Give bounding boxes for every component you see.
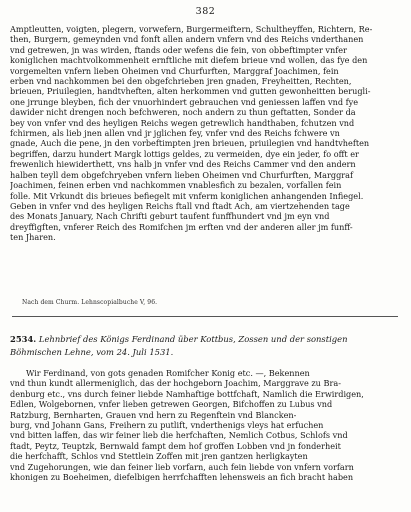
text-line: frewenlich hiewiderthett, vns halb jn vnfer vnd des Reichs Cammer vnd den andern xyxy=(10,159,356,170)
text-line: vnd Zugehorungen, wie dan feiner lieb vorfarn, auch fein liebde von vnfern vorfarn xyxy=(10,461,354,472)
text-line: Joachimen, feinen erben vnd nachkommen vnablesfich zu bezalen, vorfallen fein xyxy=(10,180,342,191)
text-line: burg, vnd Johann Gans, Freihern zu putlift, vnderthenigs vleys hat erfuchen xyxy=(10,420,324,431)
text-line: khonigen zu Boeheimen, diefelbigen herrfchafften lehensweis an fich bracht haben xyxy=(10,472,354,483)
text-line: gnade, Auch die pene, jn den vorbeftimpten jren brieuen, priuilegien vnd handtvheften xyxy=(10,138,370,149)
text-line: ten Jharen. xyxy=(10,232,56,243)
text-line: folle. Mit Vrkundt dis brieues befiegelt mit vnferm koniglichen anhangenden Infiegel. xyxy=(10,190,364,201)
text-line: denburg etc., vns durch feiner liebde Namhaftige bottfchaft, Namlich die Erwirdigen, xyxy=(10,388,364,399)
text-line: Amptleutten, voigten, plegern, vorwefern, Burgermeiftern, Schultheyffen, Richtern, Re- xyxy=(10,24,373,34)
text-line: Edlen, Wolgebornen, vnfer lieben getrewen Georgen, Bifchoffen zu Lubus vnd xyxy=(10,399,333,410)
text-line: fchirmen, als lieb jnen allen vnd jr jglichen fey, vnfer vnd des Reichs fchwere vn xyxy=(10,128,340,139)
text-line: erben vnd nachkommen bei den obgefchrieben jren gnaden, Freyheitten, Rechten, xyxy=(10,76,352,87)
text-line: vnd bitten laffen, das wir feiner lieb die herfchaften, Nemlich Cotbus, Schlofs vnd xyxy=(10,430,348,441)
text-line: Geben in vnfer vnd des heyligen Reichs ftall vnd ftadt Ach, am viertzehenden tage xyxy=(10,200,350,211)
text-line: Ratzburg, Bernharten, Grauen vnd hern zu Regenftein vnd Blancken- xyxy=(10,409,297,420)
text-line: one jrrunge bleyben, fich der vnuorhindert gebrauchen vnd geniessen laffen vnd fye xyxy=(10,96,359,107)
text-line: vnd getrewen, jn was wirden, ftands oder wefens die fein, von obbeftimpter vnfer xyxy=(10,44,347,55)
text-line: brieuen, Priuilegien, handtvheften, alten herkommen vnd gutten gewonheitten berugli- xyxy=(10,86,371,97)
page-number: 382 xyxy=(195,6,216,17)
text-line: vorgemelten vnfern lieben Oheimen vnd Churfurften, Marggraf Joachimen, fein xyxy=(10,65,339,76)
text-line: then, Burgern, gemeynden vnd fonft allen andern vnfern vnd des Reichs vnderthanen xyxy=(10,34,364,45)
text-line: die herfchafft, Schlos vnd Stettlein Zoffen mit jren gantzen herligkayten xyxy=(10,451,308,462)
text-line: des Monats January, Nach Chrifti geburt taufent funffhundert vnd jm eyn vnd xyxy=(10,211,330,222)
text-line: ftadt, Peytz, Teuptzk, Bernwald fampt dem hof groffen Lobben vnd jn fonderheit xyxy=(10,440,341,451)
text-line: begriffen, darzu hundert Margk lottigs geldes, zu vermeiden, dye ein jeder, fo offt er xyxy=(10,148,359,159)
document-number: 2534. xyxy=(10,334,37,344)
text-line: Wir Ferdinand, von gots genaden Romifcher Konig etc. —, Bekennen xyxy=(26,368,310,378)
section-divider xyxy=(12,316,398,317)
text-line: dawider nicht drengen noch befchweren, noch andern zu thun geftatten, Sonder da xyxy=(10,107,356,118)
text-line: bey von vnfer vnd des heyligen Reichs wegen getrewlich handthaben, fchutzen vnd xyxy=(10,117,355,128)
document-title: Lehnbrief des Königs Ferdinand über Kottbus, Zossen und der sonstigen Böhmischen Lehne, vom 24. Juli 1531. xyxy=(10,334,348,357)
text-line: koniglichen machtvolkommenheit ernftliche mit diefem brieue vnd wollen, das fye den xyxy=(10,55,368,66)
document-paragraph-2 xyxy=(10,368,402,482)
document-paragraph-1 xyxy=(10,24,402,243)
source-note: Nach dem Churm. Lehnscopialbuche V, 96. xyxy=(22,299,158,306)
text-line: vnd thun kundt allermeniglich, das der hochgeborn Joachim, Marggrave zu Bra- xyxy=(10,378,341,389)
text-line: dreyffigften, vnferer Reich des Romifchen jm erften vnd der anderen aller jm funff- xyxy=(10,221,353,232)
document-heading xyxy=(10,333,402,359)
text-line: halben teyll dem obgefchryeben vnfern lieben Oheimen vnd Churfurften, Marggraf xyxy=(10,169,353,180)
